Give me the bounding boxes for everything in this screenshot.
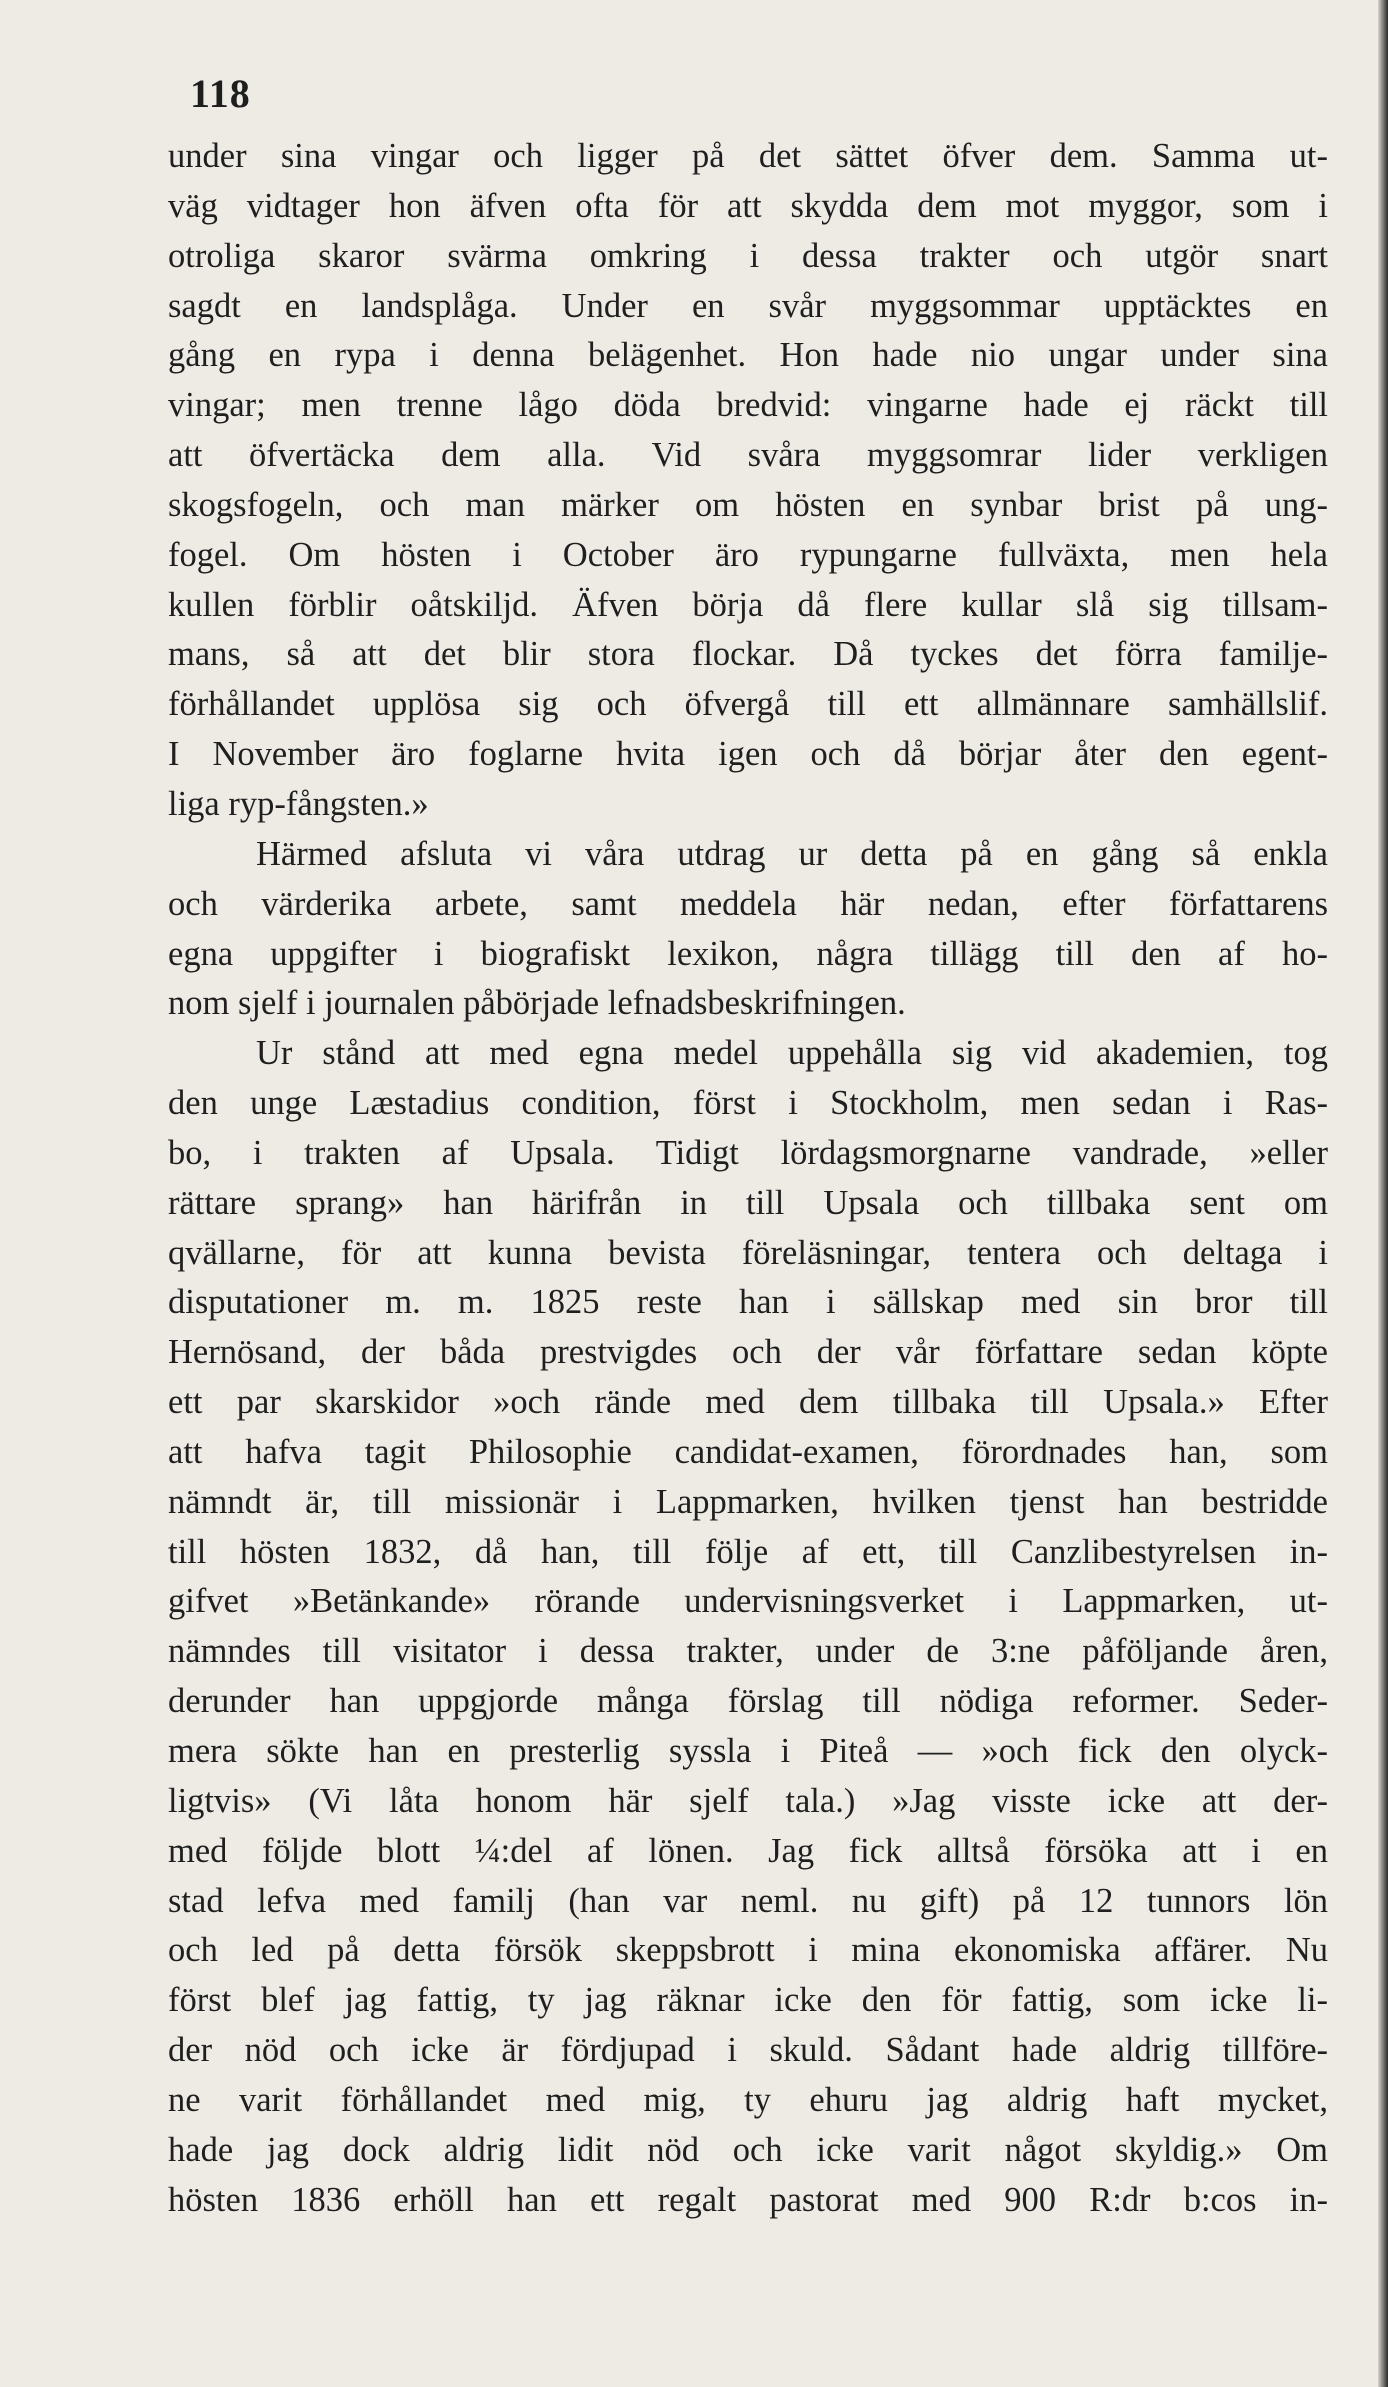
- text-line: att hafva tagit Philosophie candidat-examen, förordnades han, som: [168, 1432, 1328, 1471]
- text-line: rättare sprang» han härifrån in till Upsala och tillbaka sent om: [168, 1183, 1328, 1222]
- text-line: stad lefva med familj (han var neml. nu gift) på 12 tunnors lön: [168, 1881, 1328, 1920]
- text-line: den unge Læstadius condition, först i Stockholm, men sedan i Ras-: [168, 1084, 1328, 1123]
- text-line: gifvet »Betänkande» rörande undervisningsverket i Lappmarken, ut-: [168, 1582, 1328, 1621]
- text-line: disputationer m. m. 1825 reste han i sällskap med sin bror till: [168, 1283, 1328, 1322]
- text-line: nämndt är, till missionär i Lappmarken, hvilken tjenst han bestridde: [168, 1482, 1328, 1521]
- text-line: till hösten 1832, då han, till följe af ett, till Canzlibestyrelsen in-: [168, 1532, 1328, 1571]
- text-line: Härmed afsluta vi våra utdrag ur detta på en gång så enkla: [256, 834, 1328, 873]
- text-line: nämndes till visitator i dessa trakter, under de 3:ne påföljande åren,: [168, 1632, 1328, 1671]
- text-line: bo, i trakten af Upsala. Tidigt lördagsmorgnarne vandrade, »eller: [168, 1133, 1328, 1172]
- text-line: väg vidtager hon äfven ofta för att skydda dem mot myggor, som i: [168, 186, 1328, 225]
- text-line: der nöd och icke är fördjupad i skuld. Sådant hade aldrig tillföre-: [168, 2031, 1328, 2070]
- text-line: I November äro foglarne hvita igen och då börjar åter den egent-: [168, 735, 1328, 774]
- text-line: mera sökte han en presterlig syssla i Piteå — »och fick den olyck-: [168, 1732, 1328, 1770]
- text-line: egna uppgifter i biografiskt lexikon, några tillägg till den af ho-: [168, 934, 1328, 973]
- text-line: liga ryp-fångsten.»: [168, 784, 429, 823]
- text-line: sagdt en landsplåga. Under en svår myggsommar upptäcktes en: [168, 286, 1328, 325]
- page-edge-shadow: [1378, 0, 1388, 2387]
- body-text: [168, 132, 1328, 2225]
- text-line: fogel. Om hösten i October äro rypungarne fullväxta, men hela: [168, 535, 1328, 574]
- text-line: otroliga skaror svärma omkring i dessa trakter och utgör snart: [168, 236, 1328, 275]
- text-line: under sina vingar och ligger på det sättet öfver dem. Samma ut-: [168, 137, 1328, 175]
- text-line: mans, så att det blir stora flockar. Då tyckes det förra familje-: [168, 635, 1328, 674]
- text-line: förhållandet upplösa sig och öfvergå till ett allmännare samhällslif.: [168, 685, 1328, 724]
- text-line: Ur stånd att med egna medel uppehålla sig vid akademien, tog: [256, 1034, 1328, 1073]
- text-line: qvällarne, för att kunna bevista föreläsningar, tentera och deltaga i: [168, 1233, 1328, 1272]
- text-line: Hernösand, der båda prestvigdes och der vår författare sedan köpte: [168, 1333, 1328, 1372]
- text-line: ne varit förhållandet med mig, ty ehuru jag aldrig haft mycket,: [168, 2080, 1328, 2119]
- page-number: 118: [190, 71, 251, 116]
- text-line: ligtvis» (Vi låta honom här sjelf tala.) »Jag visste icke att der-: [168, 1781, 1328, 1820]
- text-line: skogsfogeln, och man märker om hösten en synbar brist på ung-: [168, 485, 1328, 524]
- text-line: kullen förblir oåtskiljd. Äfven börja då flere kullar slå sig tillsam-: [168, 585, 1328, 624]
- text-line: och värderika arbete, samt meddela här nedan, efter författarens: [168, 884, 1328, 923]
- text-line: hade jag dock aldrig lidit nöd och icke varit något skyldig.» Om: [168, 2130, 1328, 2169]
- text-line: att öfvertäcka dem alla. Vid svåra myggsomrar lider verkligen: [168, 436, 1328, 475]
- text-line: och led på detta försök skeppsbrott i mina ekonomiska affärer. Nu: [168, 1931, 1328, 1970]
- text-line: med följde blott ¼:del af lönen. Jag fick alltså försöka att i en: [168, 1831, 1328, 1870]
- text-line: derunder han uppgjorde många förslag till nödiga reformer. Seder-: [168, 1682, 1328, 1721]
- text-line: först blef jag fattig, ty jag räknar icke den för fattig, som icke li-: [168, 1981, 1328, 2020]
- text-line: hösten 1836 erhöll han ett regalt pastorat med 900 R:dr b:cos in-: [168, 2180, 1328, 2219]
- text-line: ett par skarskidor »och rände med dem tillbaka till Upsala.» Efter: [168, 1383, 1328, 1422]
- text-line: gång en rypa i denna belägenhet. Hon hade nio ungar under sina: [168, 336, 1328, 375]
- text-line: vingar; men trenne lågo döda bredvid: vingarne hade ej räckt till: [168, 386, 1328, 425]
- text-line: nom sjelf i journalen påbörjade lefnadsbeskrifningen.: [168, 984, 906, 1023]
